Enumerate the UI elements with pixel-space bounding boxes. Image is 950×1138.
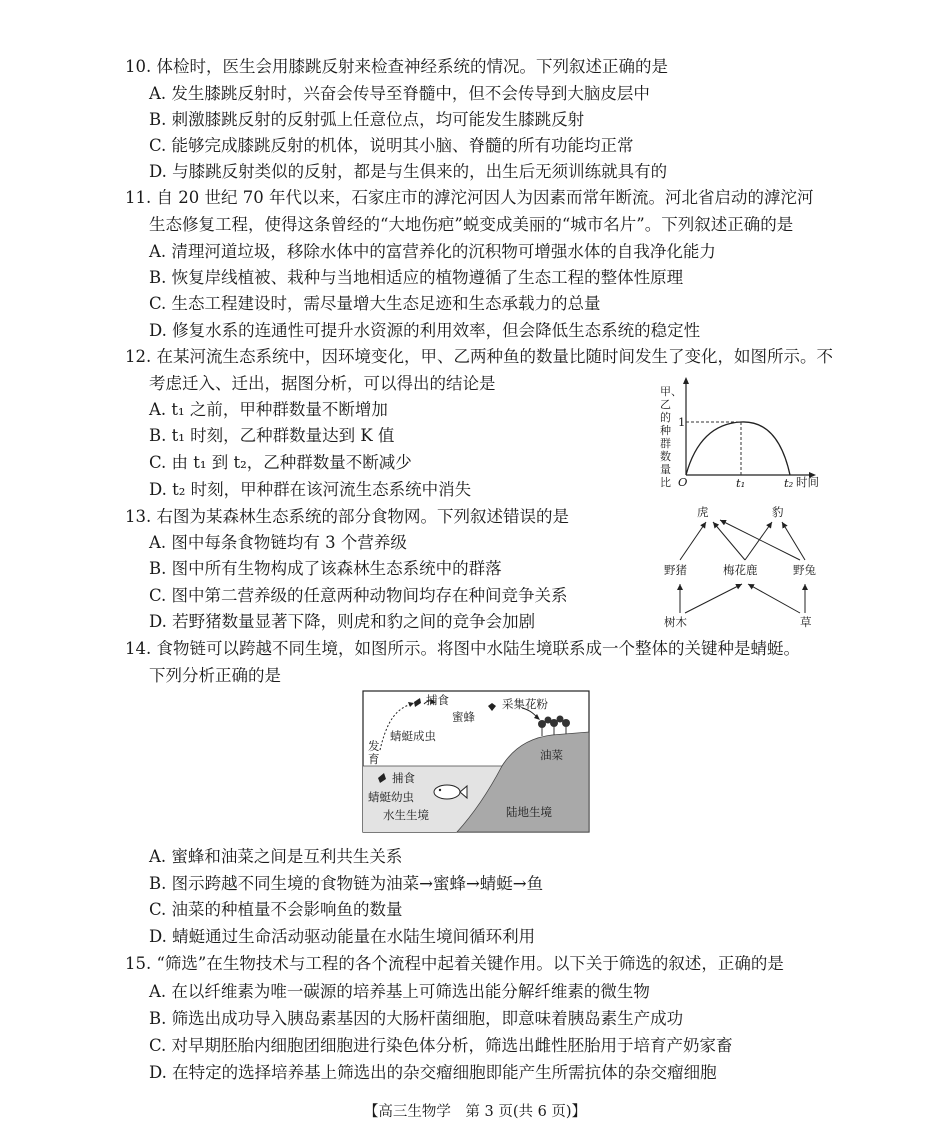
q14-stem-line1: 14. 食物链可以跨越不同生境，如图所示。将图中水陆生境联系成一个整体的关键种是蜻蜓。 <box>125 639 800 658</box>
q14-stem-line2: 下列分析正确的是 <box>149 666 281 685</box>
q13-option-c: C. 图中第二营养级的任意两种动物间均存在种间竞争关系 <box>149 586 568 605</box>
q15-option-b: B. 筛选出成功导入胰岛素基因的大肠杆菌细胞，即意味着胰岛素生产成功 <box>149 1009 684 1028</box>
q15-option-c: C. 对早期胚胎内细胞团细胞进行染色体分析，筛选出雌性胚胎用于培育产奶家畜 <box>149 1036 733 1055</box>
q10-stem: 10. 体检时，医生会用膝跳反射来检查神经系统的情况。下列叙述正确的是 <box>125 57 668 76</box>
edge-boar-tiger <box>680 522 706 560</box>
fig-water: 水生生境 <box>383 808 429 822</box>
node-boar: 野猪 <box>664 563 687 577</box>
q11-option-a: A. 清理河道垃圾，移除水体中的富营养化的沉积物可增强水体的自我净化能力 <box>149 242 716 261</box>
graph-x-label: 时间 <box>796 475 819 489</box>
q10-option-d: D. 与膝跳反射类似的反射，都是与生俱来的，出生后无须训练就具有的 <box>149 162 668 181</box>
node-leopard: 豹 <box>772 505 784 519</box>
fig-develop: 发育 <box>368 739 380 766</box>
q15-stem: 15. “筛选”在生物技术与工程的各个流程中起着关键作用。以下关于筛选的叙述，正确的是 <box>125 954 784 973</box>
graph-y-label: 甲、乙的种群数量比 <box>660 385 682 489</box>
fig-prey-bottom: 捕食 <box>392 771 415 785</box>
q13-option-a: A. 图中每条食物链均有 3 个营养级 <box>149 533 407 552</box>
fig-adult-dragonfly: 蜻蜓成虫 <box>390 729 436 743</box>
q10-option-c: C. 能够完成膝跳反射的机体，说明其小脑、脊髓的所有功能均正常 <box>149 136 634 155</box>
graph-t2-label: t₂ <box>784 476 794 490</box>
q13-option-d: D. 若野猪数量显著下降，则虎和豹之间的竞争会加剧 <box>149 612 536 631</box>
fish-icon <box>434 785 460 799</box>
q12-stem-line1: 12. 在某河流生态系统中，因环境变化，甲、乙两种鱼的数量比随时间发生了变化，如图所示。不 <box>125 347 833 366</box>
node-deer: 梅花鹿 <box>723 563 758 577</box>
edge-trees-deer <box>685 584 742 613</box>
graph-y-tick-1: 1 <box>678 415 686 429</box>
q12-option-a: A. t₁ 之前，甲种群数量不断增加 <box>149 400 388 419</box>
node-rabbit: 野兔 <box>793 563 816 577</box>
fig-larva: 蜻蜓幼虫 <box>368 790 414 804</box>
q14-option-b: B. 图示跨越不同生境的食物链为油菜→蜜蜂→蜻蜓→鱼 <box>149 874 544 893</box>
fig-prey-top: 捕食 <box>426 693 449 707</box>
node-grass: 草 <box>800 615 812 629</box>
graph-t1-label: t₁ <box>736 476 746 490</box>
node-trees: 树木 <box>664 615 687 629</box>
q11-stem-line1: 11. 自 20 世纪 70 年代以来，石家庄市的滹沱河因人为因素而常年断流。河北省启动的滹沱河 <box>125 188 814 207</box>
q11-option-d: D. 修复水系的连通性可提升水资源的利用效率，但会降低生态系统的稳定性 <box>149 321 701 340</box>
edge-rabbit-tiger <box>720 520 800 560</box>
fig-land: 陆地生境 <box>506 805 552 819</box>
page-footer: 【高三生物学 第 3 页(共 6 页)】 <box>363 1104 587 1120</box>
edge-deer-leopard <box>745 522 772 560</box>
q13-stem: 13. 右图为某森林生态系统的部分食物网。下列叙述错误的是 <box>125 507 569 526</box>
q11-option-b: B. 恢复岸线植被、栽种与当地相适应的植物遵循了生态工程的整体性原理 <box>149 268 684 287</box>
q14-option-a: A. 蜜蜂和油菜之间是互利共生关系 <box>149 847 403 866</box>
graph-origin: O <box>678 475 688 489</box>
node-tiger: 虎 <box>697 505 709 519</box>
q10-option-b: B. 刺激膝跳反射的反射弧上任意位点，均可能发生膝跳反射 <box>149 110 585 129</box>
q11-option-c: C. 生态工程建设时，需尽量增大生态足迹和生态承载力的总量 <box>149 294 601 313</box>
fig-rape: 油菜 <box>540 748 563 762</box>
q10-option-a: A. 发生膝跳反射时，兴奋会传导至脊髓中，但不会传导到大脑皮层中 <box>149 84 650 103</box>
fish-eye <box>439 789 441 791</box>
q11-stem-line2: 生态修复工程，使得这条曾经的“大地伤疤”蜕变成美丽的“城市名片”。下列叙述正确的是 <box>149 215 794 234</box>
fig-pollen: 采集花粉 <box>502 697 548 711</box>
q15-option-d: D. 在特定的选择培养基上筛选出的杂交瘤细胞即能产生所需抗体的杂交瘤细胞 <box>149 1063 717 1082</box>
q14-option-d: D. 蜻蜓通过生命活动驱动能量在水陆生境间循环利用 <box>149 927 536 946</box>
q15-option-a: A. 在以纤维素为唯一碳源的培养基上可筛选出能分解纤维素的微生物 <box>149 982 650 1001</box>
q12-stem-line2: 考虑迁入、迁出，据图分析，可以得出的结论是 <box>149 374 496 393</box>
fig-bee: 蜜蜂 <box>452 710 475 724</box>
q14-option-c: C. 油菜的种植量不会影响鱼的数量 <box>149 900 403 919</box>
q12-option-d: D. t₂ 时刻，甲种群在该河流生态系统中消失 <box>149 480 472 499</box>
q12-option-c: C. 由 t₁ 到 t₂，乙种群数量不断减少 <box>149 453 412 472</box>
y-axis-arrow <box>683 377 689 384</box>
edge-rabbit-leopard <box>782 522 805 560</box>
edge-deer-tiger <box>713 522 745 560</box>
q13-option-b: B. 图中所有生物构成了该森林生态系统中的群落 <box>149 559 502 578</box>
edge-grass-deer <box>748 584 800 613</box>
q12-option-b: B. t₁ 时刻，乙种群数量达到 K 值 <box>149 426 395 445</box>
ratio-curve <box>686 422 790 475</box>
